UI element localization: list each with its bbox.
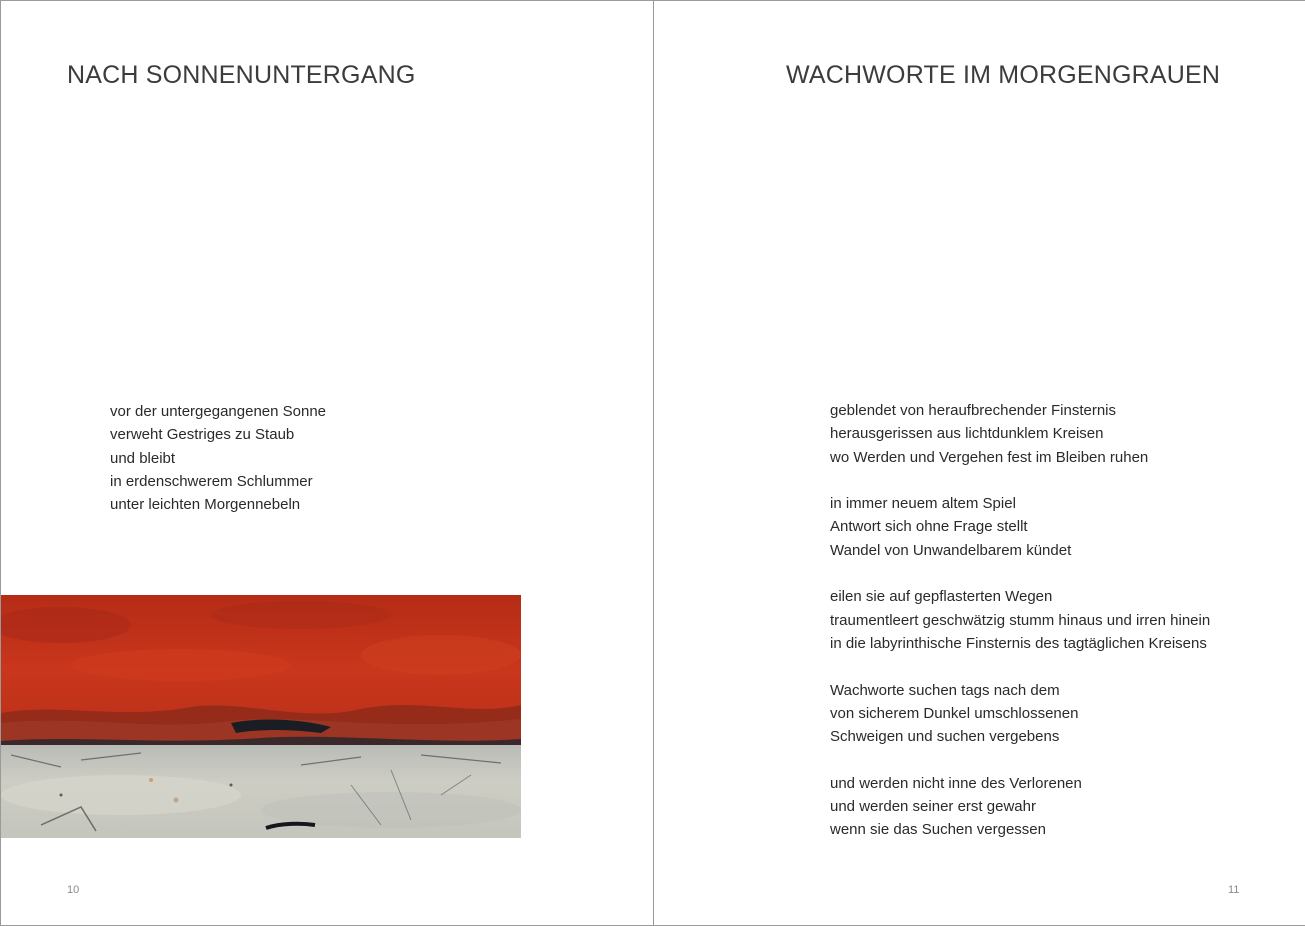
right-page (654, 1, 1305, 925)
poem-line: geblendet von heraufbrechender Finsternis (830, 402, 1117, 419)
poem-stanza (830, 679, 1210, 749)
poem-stanza (830, 399, 1210, 469)
poem-line: unter leichten Morgennebeln (110, 496, 301, 514)
poem-line: verweht Gestriges zu Staub (110, 426, 295, 444)
poem-line: vor der untergegangenen Sonne (110, 403, 327, 420)
poem-line: in erdenschwerem Schlummer (110, 472, 313, 490)
page-number: 10 (67, 884, 80, 896)
poem-line: traumentleert geschwätzig stumm hinaus und irren hinein (830, 611, 1211, 629)
poem-stanza (110, 400, 326, 516)
poem-line: in die labyrinthische Finsternis des tagtäglichen Kreisens (830, 634, 1207, 652)
poem-stanza (830, 492, 1210, 562)
poem-line: Wachworte suchen tags nach dem (830, 681, 1060, 699)
page-title: WACHWORTE IM MORGENGRAUEN (786, 61, 1221, 89)
poem-line: herausgerissen aus lichtdunklem Kreisen (830, 425, 1104, 443)
page-number: 11 (1228, 884, 1240, 896)
left-page (1, 1, 653, 925)
poem-line: und werden nicht inne des Verlorenen (830, 774, 1082, 792)
poem-stanza (830, 772, 1210, 842)
poem-text (110, 400, 326, 516)
poem-line: Schweigen und suchen vergebens (830, 728, 1060, 746)
poem-line: und werden seiner erst gewahr (830, 798, 1036, 816)
poem-line: wenn sie das Suchen vergessen (830, 821, 1046, 839)
poem-stanza (830, 585, 1210, 655)
poem-line: in immer neuem altem Spiel (830, 495, 1016, 513)
page-title: NACH SONNENUNTERGANG (67, 61, 416, 89)
poem-text (830, 399, 1210, 842)
poem-line: von sicherem Dunkel umschlossenen (830, 704, 1079, 722)
poem-line: wo Werden und Vergehen fest im Bleiben ruhen (830, 448, 1149, 466)
poem-line: Wandel von Unwandelbarem kündet (830, 541, 1072, 559)
abstract-painting-image (1, 595, 521, 838)
poem-line: Antwort sich ohne Frage stellt (830, 518, 1028, 536)
poem-line: und bleibt (110, 449, 176, 467)
poem-line: eilen sie auf gepflasterten Wegen (830, 588, 1053, 606)
